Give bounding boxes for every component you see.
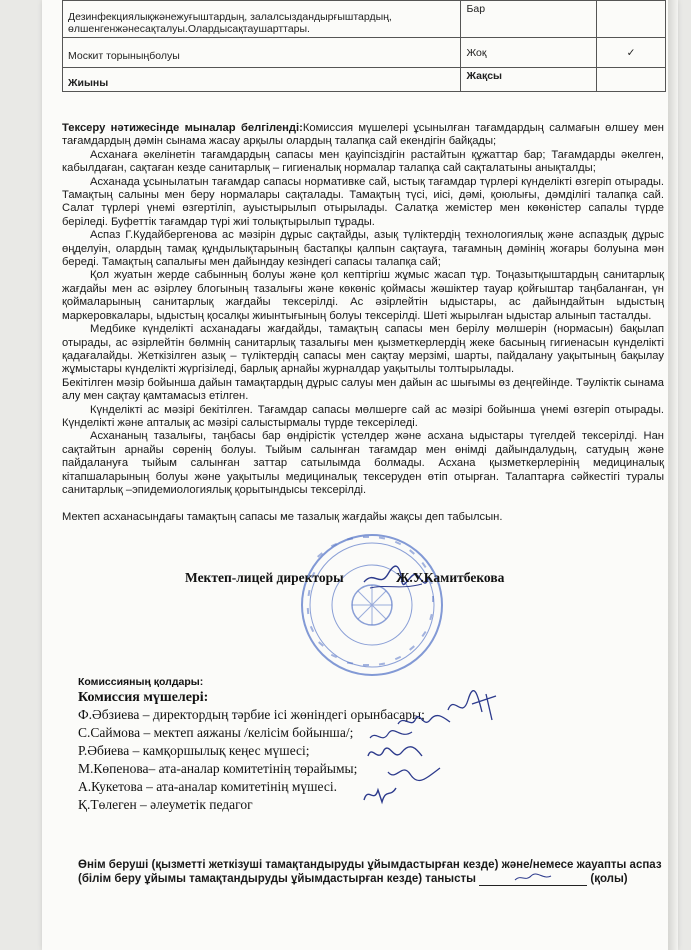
- table-cell: Жақсы: [461, 68, 597, 92]
- check-mark: ✓: [597, 38, 666, 68]
- findings-paragraph: Асханаға әкелінетін тағамдардың сапасы мен қауіпсіздігін растайтын құжаттар бар; Тағамдарды әкелген, кабылдаған, сақтаған кезде санитарлық – гигиеналық нормалар талапқа сай сақталатыны анықталды;: [62, 148, 664, 175]
- findings-paragraph: Медбике күнделікті асханадағы жағдайды, тамақтың сапасы мен берілу мөлшерін (нормасын) бақылап отырады, ас әзірлейтін бөлмнің санитарлық тазалығы мен қызметкерлердің жеке басының гигиенасын күнделікті қадағалайды. Жеткізілген азық – түліктердің сапасы мен сақтау мерзімі, шарты, пайдалану уақытының бақылау жұмыстары күнделікті жүргізіледі, барлық арнайы журналдар уақытылы толтырылады.: [62, 323, 664, 376]
- member-line: А.Кукетова – ата-аналар комитетінің мүшесі.: [78, 779, 337, 794]
- member-line: М.Көпенова– ата-аналар комитетінің төрайымы;: [78, 761, 358, 776]
- table-cell: Жиыны: [63, 68, 461, 92]
- official-seal-icon: [297, 530, 447, 680]
- findings-paragraph: [62, 122, 664, 149]
- table-cell: [63, 1, 461, 38]
- members-title: Комиссия мүшелері:: [78, 690, 209, 705]
- table-row: [63, 38, 666, 68]
- director-title: Мектеп-лицей директоры: [185, 570, 344, 585]
- page-edge: [668, 0, 678, 950]
- footer-signature-icon: [513, 872, 553, 884]
- member-line: Ф.Әбзиева – директордың тәрбие ісі жөніндегі орынбасары;: [78, 707, 425, 722]
- findings-paragraph: Асхананың тазалығы, таңбасы бар өндірістік үстелдер және асхана ыдыстары түгелдей тексерілді. Нан сақтайтын арнайы сөренің болуы. Тыйым салынған тағамдар мен өнімді дайындалудың, сатудың және пайдалануға тыйым салынған заттар сатылымда болмады. Асхана қызметкерлерінің медициналық кітапшаларының болуы және уақытылы медициналық тексеруден өтіп отырған. Талаптарға сәйкестігі туралы санитарлық –эпидемиологиялық қорытындысы тексерілді.: [62, 430, 664, 496]
- table-row: [63, 1, 666, 38]
- findings-paragraph: Асханада ұсынылатын тағамдар сапасы нормативке сай, ыстық тағамдар түрлері күнделікті өзгеріп отырады. Тамақтың салыны мен беру нормалары сақталады. Тамақтың түсі, иісі, дәмі, қоюлығы, дәмділігі талапқа сай. Салат түрлері үнемі өзгертіліп, ауыстырылып отырылады. Салатқа жемістер мен көкөністер сапалы түрде беріледі. Буфеттік тағамдар түрі жиі толықтырылып тұрады.: [62, 175, 664, 228]
- member-line: С.Саймова – мектеп аяжаны /келісім бойынша/;: [78, 725, 354, 740]
- footer-text: Өнім беруші (қызметті жеткізуші тамақтандыруды ұйымдастырған кезде) және/немесе жауапты аспаз (білім беру ұйымы тамақтандыруды ұйымдастырған кезде) танысты: [78, 859, 662, 885]
- inspection-table: [62, 0, 666, 92]
- table-cell: Бар: [461, 1, 597, 38]
- member-line: Қ.Төлеген – әлеуметік педагог: [78, 797, 253, 812]
- member-signature-icon: [360, 780, 400, 808]
- criterion-text: Дезинфекциялықжәнежуғыштардың, залалсыздандырғыштардың, өлшенгенжәнесақталуы.Олардысақтаушарттары.: [68, 11, 392, 35]
- signature-line: [479, 874, 587, 886]
- document-page: [42, 0, 674, 950]
- acknowledgement-footer: [78, 858, 678, 886]
- paragraph-text: Комиссия мүшелері ұсынылған тағамдардың салмағын өлшеу мен тағамдардың дәмін сынама жасау арқылы олардың талапқа сай екендігін байқады;: [62, 122, 664, 148]
- findings-paragraph: Аспаз Г.Кудайбергенова ас мәзірін дұрыс сақтайды, азық түліктердің технологиялық және аспаздық дұрыс өңделуін, олардың тамақ құндылықтарының бастапқы қалпын сақтауға, тағамның дәмінің жоғары болуына мән береді. Тамақтың сапалығы мен дайындау кезіндегі сапасы талапқа сай;: [62, 229, 664, 269]
- table-cell: [597, 1, 666, 38]
- findings-paragraph: Бекітілген мәзір бойынша дайын тамақтардың дұрыс салуы мен дайын ас шығымы өз деңгейінде. Тәуліктік сынама алу мен сақтау қамтамасыз етілген.: [62, 376, 665, 403]
- findings-section: [62, 122, 664, 525]
- signature-caption: (қолы): [590, 873, 628, 885]
- table-cell: Жоқ: [461, 38, 597, 68]
- table-row-total: [63, 68, 666, 92]
- conclusion-text: Мектеп асханасындағы тамақтың сапасы ме тазалық жағдайы жақсы деп табылсын.: [62, 511, 503, 524]
- findings-paragraph: Қол жуатын жерде сабынның болуы және қол кептіргіш жұмыс жасап тұр. Тоңазытқыштардың санитарлық жағдайы мен ас әзірлеу блогының тазалығы және көкөніс қоймасы жәшіктер тауар қойғыштар таңбаланған, үн қоймаларының санитарлық жағдайы тексерілді. Ас әзірлейтін ыдыстары, ас дайындайтын ыдыстың маркеровкалары, ыдыстың қосалқы жиынтығының болуы тексерілді. Шеті жырылған ыдыстар алынып тасталды.: [62, 269, 664, 322]
- signatures-label: Комиссияның қолдары:: [78, 676, 204, 688]
- director-name: Ж.У.Камитбекова: [396, 570, 505, 585]
- table-cell: Москит торыныңболуы: [63, 38, 461, 68]
- findings-lead: Тексеру нәтижесінде мыналар белгіленді:: [62, 122, 303, 134]
- member-line: Р.Әбиева – камқоршылық кеңес мүшесі;: [78, 743, 310, 758]
- findings-paragraph: Күнделікті ас мәзірі бекітілген. Тағамдар сапасы мөлшерге сай ас мәзірі бойынша үнемі өзгеріп отырады. Күнделікті және апталық ас мәзірі салыстырмалы түрде тексеріледі.: [62, 403, 664, 429]
- table-cell: [597, 68, 666, 92]
